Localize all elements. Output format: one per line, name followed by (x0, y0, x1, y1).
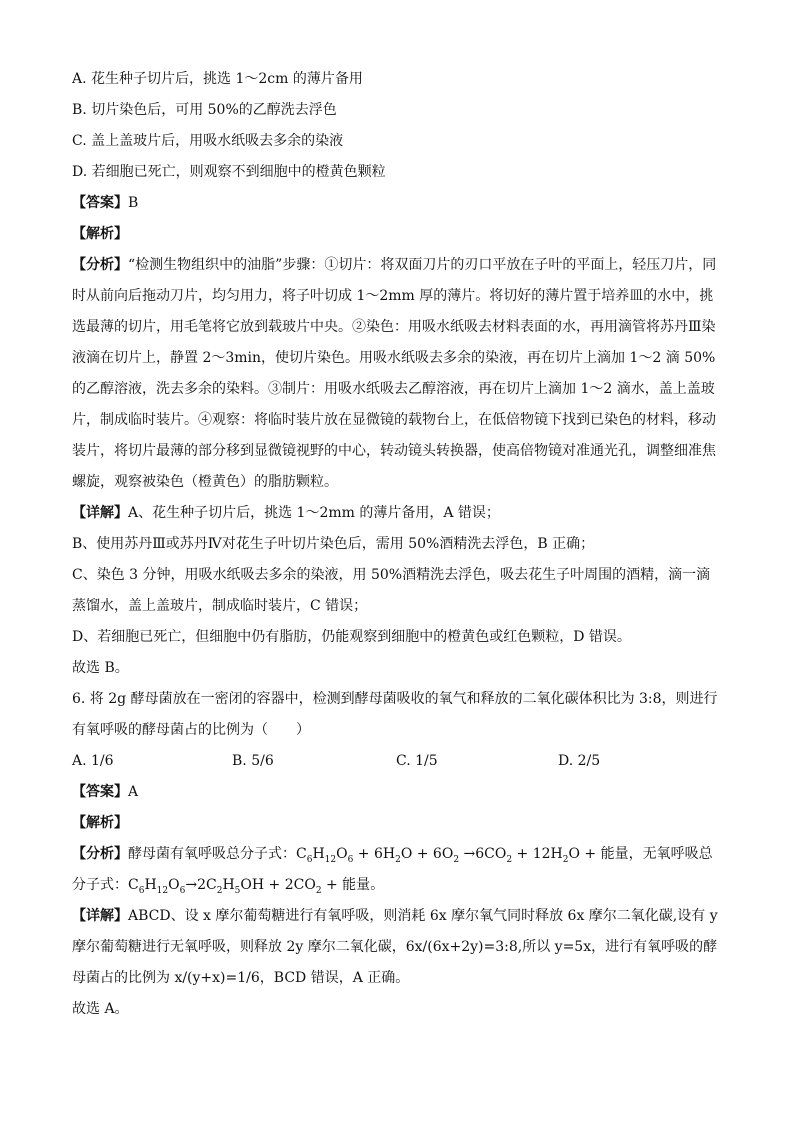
q6-option-c: C. 1/5 (396, 753, 438, 769)
conclusion-6: 故选 A。 (72, 1001, 129, 1017)
analysis-tag-6: 【解析】 (72, 815, 128, 831)
xiangjie-line-a: A、花生种子切片后，挑选 1～2mm 的薄片备用，A 错误； (128, 505, 500, 521)
analysis-fenxi (72, 250, 722, 498)
analysis-fenxi-6 (72, 839, 722, 901)
xiangjie-text-6: ABCD、设 x 摩尔葡萄糖进行有氧呼吸，则消耗 6x 摩尔氧气同时释放 6x 摩尔二氧化碳,设有 y 摩尔葡萄糖进行无氧呼吸，则释放 2y 摩尔二氧化碳，6x/(6x+2y)=3:8,所以 y=5x，进行有氧呼吸的酵母菌占的比例为 x/(y+x)=1/6，BCD 错误，A 正确。 (72, 908, 718, 986)
fenxi-tag: 【分析】 (72, 257, 128, 273)
analysis-xiangjie-6 (72, 901, 722, 994)
xiangjie-tag: 【详解】 (72, 505, 128, 521)
conclusion-5: 故选 B。 (72, 660, 129, 676)
fenxi-text: “检测生物组织中的油脂”步骤：①切片：将双面刀片的刃口平放在子叶的平面上，轻压刀片，同时从前向后拖动刀片，均匀用力，将子叶切成 1～2mm 厚的薄片。将切好的薄片置于培养皿的水中，挑选最薄的切片，用毛笔将它放到载玻片中央。②染色：用吸水纸吸去材料表面的水，再用滴管将苏丹Ⅲ染液滴在切片上，静置 2～3min，使切片染色。用吸水纸吸去多余的染液，再在切片上滴加 1～2 滴 50%的乙醇溶液，洗去多余的染料。③制片：用吸水纸吸去乙醇溶液，再在切片上滴加 1～2 滴水，盖上盖玻片，制成临时装片。④观察：将临时装片放在显微镜的载物台上，在低倍物镜下找到已染色的材料，移动装片，将切片最薄的部分移到显微镜视野的中心，转动镜头转换器，使高倍物镜对准通光孔，调整细准焦螺旋，观察被染色（橙黄色）的脂肪颗粒。 (72, 257, 717, 490)
xiangjie-line-b: B、使用苏丹Ⅲ或苏丹Ⅳ对花生子叶切片染色后，需用 50%酒精洗去浮色，B 正确； (72, 536, 595, 552)
answer-line (72, 188, 722, 219)
answer-value-6: A (128, 784, 139, 800)
analysis-heading-6 (72, 808, 722, 839)
document-page (72, 64, 722, 1025)
option-a: A. 花生种子切片后，挑选 1～2cm 的薄片备用 (72, 71, 363, 87)
fenxi-text-6b: ，无氧呼吸总分子式： (72, 846, 713, 893)
analysis-heading (72, 219, 722, 250)
question-6-options (72, 746, 722, 777)
question-6-stem: 6. 将 2g 酵母菌放在一密闭的容器中，检测到酵母菌吸收的氧气和释放的二氧化碳体积比为 3:8，则进行有氧呼吸的酵母菌占的比例为（ ） (72, 691, 718, 738)
answer-value: B (128, 195, 139, 211)
analysis-xiangjie (72, 498, 722, 529)
q6-option-a: A. 1/6 (72, 753, 114, 769)
aerobic-reaction-equation: $C_6H_{12}O_6 + 6H_2O + 6O_2 \to 6CO_2 + 12H_2O$ + 能量 (296, 846, 629, 865)
xiangjie-tag-6: 【详解】 (72, 908, 128, 924)
q6-option-d: D. 2/5 (558, 753, 601, 769)
xiangjie-line-d: D、若细胞已死亡，但细胞中仍有脂肪，仍能观察到细胞中的橙黄色或红色颗粒，D 错误。 (72, 629, 631, 645)
xiangjie-line-c: C、染色 3 分钟，用吸水纸吸去多余的染液，用 50%酒精洗去浮色，吸去花生子叶周围的酒精，滴一滴蒸馏水，盖上盖玻片，制成临时装片，C 错误； (72, 567, 711, 614)
answer-line-6 (72, 777, 722, 808)
answer-tag-6: 【答案】 (72, 784, 128, 800)
option-d: D. 若细胞已死亡，则观察不到细胞中的橙黄色颗粒 (72, 164, 386, 180)
option-c: C. 盖上盖玻片后，用吸水纸吸去多余的染液 (72, 133, 344, 149)
fenxi-tag-6: 【分析】 (72, 846, 128, 862)
fenxi-text-6c: 。 (370, 877, 385, 893)
anaerobic-reaction-equation: $C_6H_{12}O_6\to 2C_2H_5OH + 2CO_2$ + 能量 (128, 877, 371, 896)
option-b: B. 切片染色后，可用 50%的乙醇洗去浮色 (72, 102, 337, 118)
analysis-tag: 【解析】 (72, 226, 128, 242)
answer-tag: 【答案】 (72, 195, 128, 211)
fenxi-text-6a: 酵母菌有氧呼吸总分子式： (128, 846, 296, 862)
q6-option-b: B. 5/6 (232, 753, 274, 769)
